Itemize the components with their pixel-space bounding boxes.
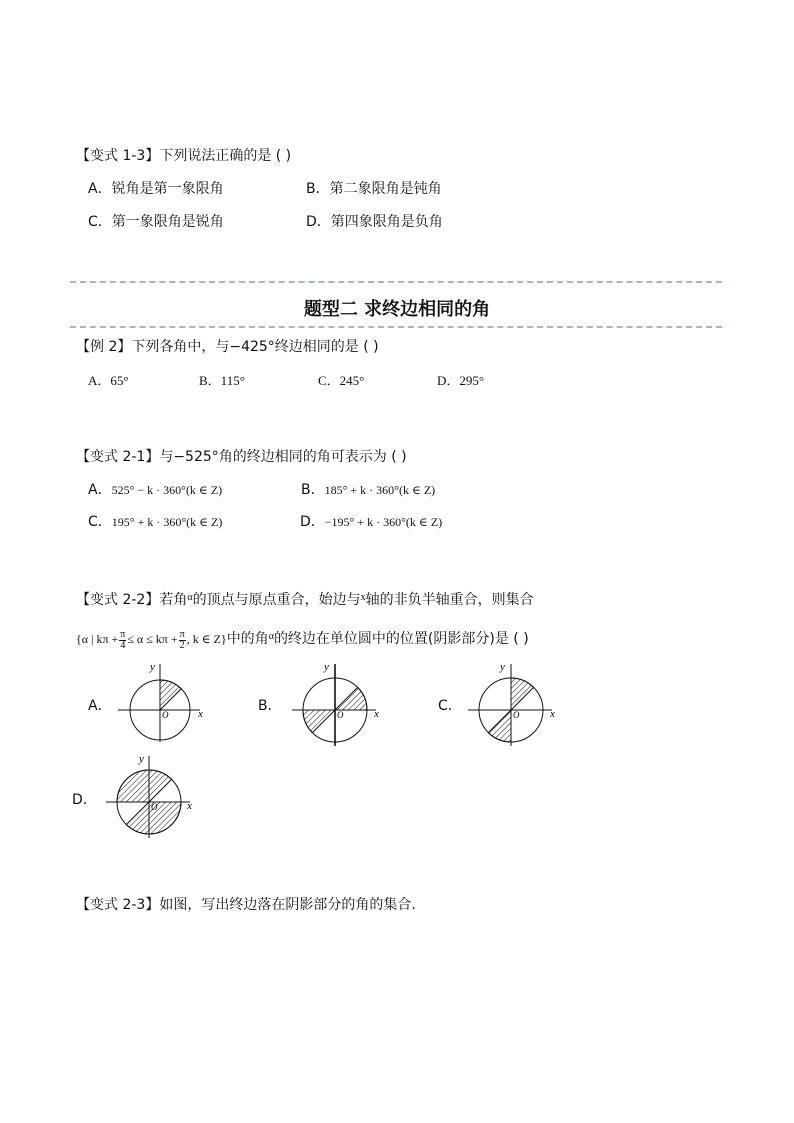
example-2-option-c[interactable]: C．245° (318, 373, 365, 388)
example-2-option-b[interactable]: B．115° (199, 373, 245, 388)
x-symbol: x (360, 592, 366, 603)
diagram-c-origin-label: O (513, 710, 520, 720)
diagram-b-x-label: x (374, 708, 379, 720)
diagram-d-x-label: x (187, 800, 192, 812)
fraction-denominator: 2 (179, 639, 185, 651)
example-2-option-a[interactable]: A．65° (88, 373, 129, 388)
diagram-c-y-label: y (500, 661, 505, 673)
diagram-d-origin-label: O (151, 802, 158, 812)
diagram-a-x-label: x (198, 708, 203, 720)
alpha-symbol: α (187, 592, 193, 603)
diagram-d-shaded-sector-1 (117, 770, 172, 802)
diagram-a-origin-label: O (162, 710, 169, 720)
fraction-numerator: π (120, 628, 126, 640)
question-2-2-option-b[interactable]: B． (258, 698, 282, 714)
option-b-label: B． (301, 482, 325, 498)
question-2-2-option-a[interactable]: A． (88, 698, 112, 714)
alpha-symbol: α (268, 631, 274, 642)
option-c-expression: 195° + k · 360°(k ∈ Z) (111, 515, 223, 529)
diagram-c-x-label: x (550, 708, 555, 720)
diagram-b-y-label: y (324, 661, 329, 673)
set-middle: ≤ α ≤ kπ + (127, 632, 178, 646)
question-2-2-option-d[interactable]: D． (72, 792, 97, 808)
stem-text: 中的角 (226, 631, 269, 647)
diagram-a-y-label: y (150, 661, 155, 673)
option-b-expression: 185° + k · 360°(k ∈ Z) (324, 483, 436, 497)
section-title: 题型二 求终边相同的角 (303, 299, 491, 320)
question-2-2-option-c[interactable]: C． (438, 698, 462, 714)
option-a-expression: 525° − k · 360°(k ∈ Z) (111, 483, 223, 497)
option-c-label: C． (88, 514, 112, 530)
fraction-denominator: 4 (120, 639, 126, 651)
question-1-3-option-c[interactable]: C．第一象限角是锐角 (88, 214, 224, 230)
stem-text: 的终边在单位圆中的位置(阴影部分)是 ( ) (273, 631, 529, 647)
option-a-label: A． (88, 482, 112, 498)
stem-text: 的顶点与原点重合，始边与 (192, 592, 361, 608)
option-d-label: D． (300, 514, 325, 530)
question-1-3-stem: 【变式 1-3】下列说法正确的是 ( ) (76, 148, 292, 164)
question-2-3-stem: 【变式 2-3】如图，写出终边落在阴影部分的角的集合. (76, 897, 416, 913)
question-1-3-option-b[interactable]: B．第二象限角是钝角 (306, 181, 442, 197)
diagram-b-origin-label: O (337, 710, 344, 720)
example-2-option-d[interactable]: D．295° (437, 373, 485, 388)
stem-text: 轴的非负半轴重合，则集合 (365, 592, 534, 608)
set-open: {α | kπ + (76, 632, 119, 646)
diagram-d-y-label: y (139, 753, 144, 765)
question-2-1-stem: 【变式 2-1】与−525°角的终边相同的角可表示为 ( ) (76, 449, 407, 465)
option-d-expression: −195° + k · 360°(k ∈ Z) (324, 515, 443, 529)
fraction-numerator: π (179, 628, 185, 640)
example-2-stem: 【例 2】下列各角中，与−425°终边相同的是 ( ) (76, 339, 379, 355)
question-1-3-option-a[interactable]: A．锐角是第一象限角 (88, 181, 224, 197)
question-1-3-option-d[interactable]: D．第四象限角是负角 (306, 214, 443, 230)
set-close: , k ∈ Z} (186, 632, 227, 646)
stem-text: 【变式 2-2】若角 (76, 592, 188, 608)
